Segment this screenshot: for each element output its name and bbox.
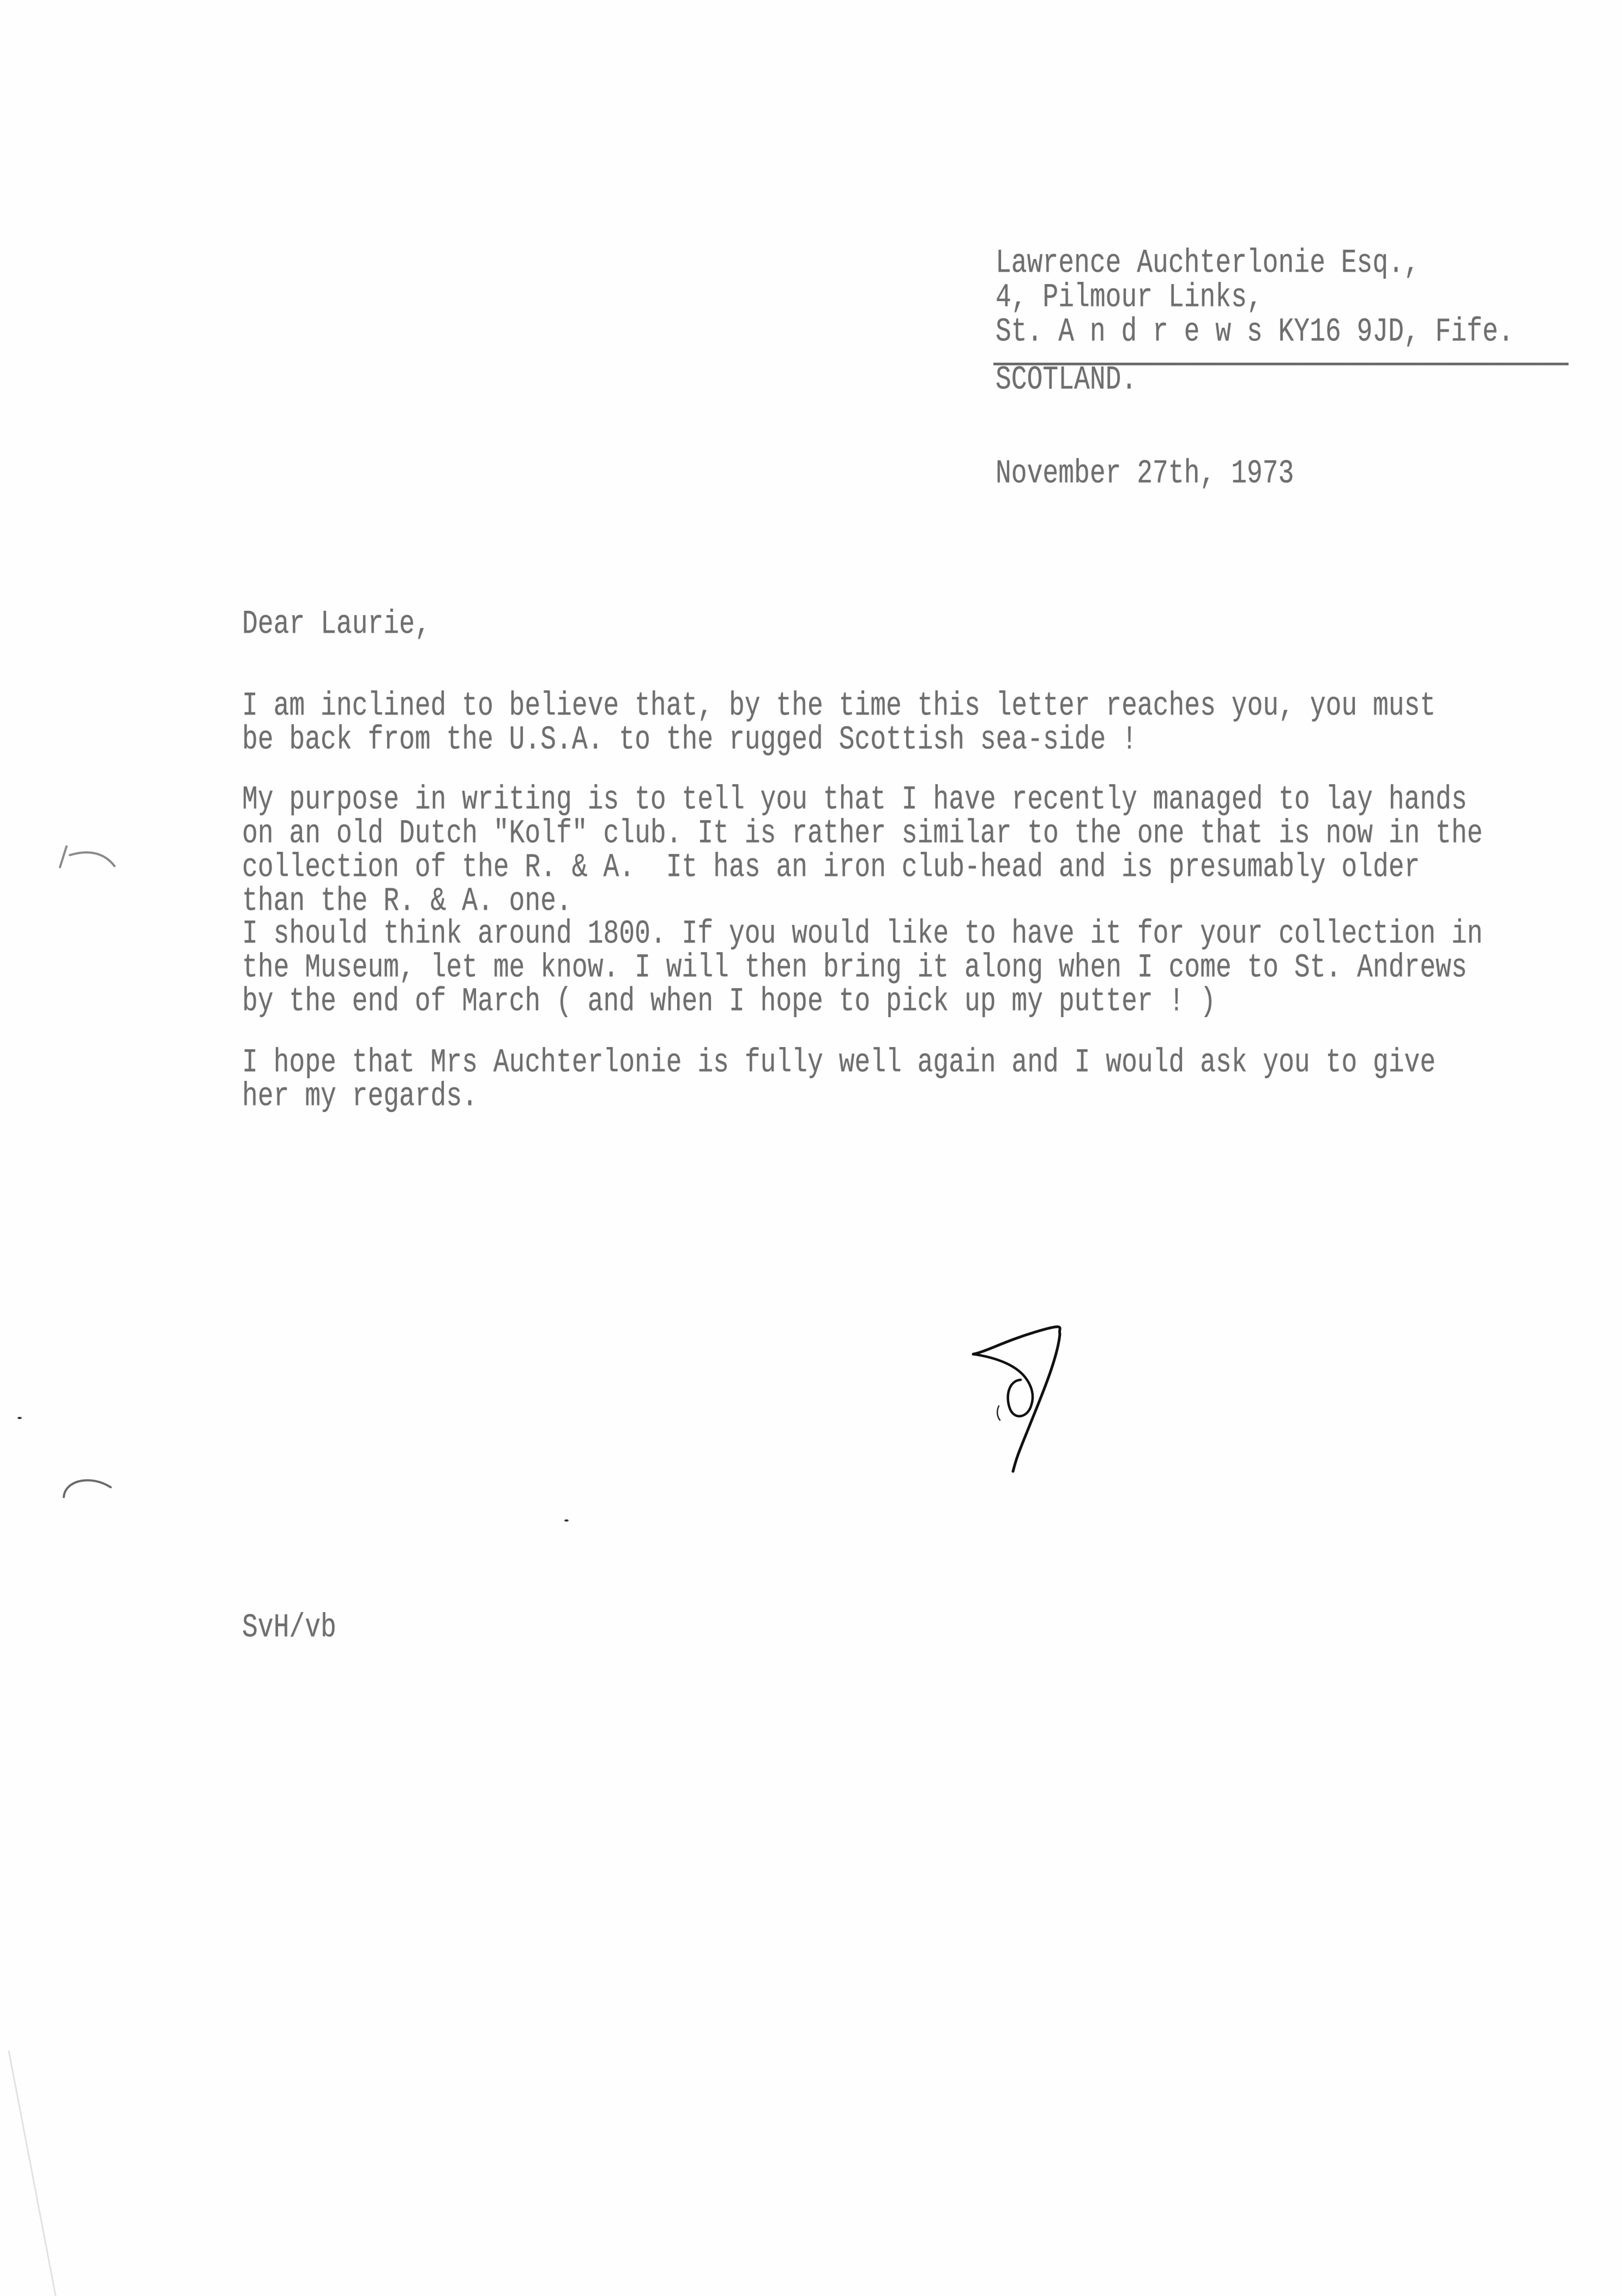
recipient-address-line-1: Lawrence Auchterlonie Esq., [996,244,1420,283]
paragraph-line: My purpose in writing is to tell you that I have recently managed to lay hands [242,781,1467,819]
pencil-arc-mark-icon [57,1470,123,1513]
reference-initials: SvH/vb [242,1609,336,1647]
paragraph-line: by the end of March ( and when I hope to pick up my putter ! ) [242,983,1216,1021]
ink-speck [17,1417,22,1419]
paragraph-line: I should think around 1800. If you would like to have it for your collection in [242,915,1483,953]
paragraph-line: I am inclined to believe that, by the time this letter reaches you, you must [242,687,1436,725]
paragraph-line: than the R. & A. one. [242,882,572,921]
recipient-address-line-2: 4, Pilmour Links, [996,279,1263,317]
paragraph-line: I hope that Mrs Auchterlonie is fully well again and I would ask you to give [242,1044,1436,1082]
handwritten-signature-icon [949,1287,1112,1478]
ink-speck [564,1519,569,1522]
paragraph-line: on an old Dutch "Kolf" club. It is rather similar to the one that is now in the [242,815,1483,853]
pencil-arc-mark-icon [49,840,136,883]
letter-date: November 27th, 1973 [996,455,1294,493]
fold-crease-line-icon [0,2045,65,2296]
recipient-address-line-3: St. A n d r e w s KY16 9JD, Fife. [996,313,1514,351]
paragraph-line: her my regards. [242,1078,478,1116]
salutation: Dear Laurie, [242,605,431,644]
recipient-address-country: SCOTLAND. [996,361,1137,399]
paragraph-line: the Museum, let me know. I will then bring it along when I come to St. Andrews [242,949,1467,987]
paragraph-line: be back from the U.S.A. to the rugged Scottish sea-side ! [242,721,1137,759]
paragraph-line: collection of the R. & A. It has an iron club-head and is presumably older [242,849,1420,887]
